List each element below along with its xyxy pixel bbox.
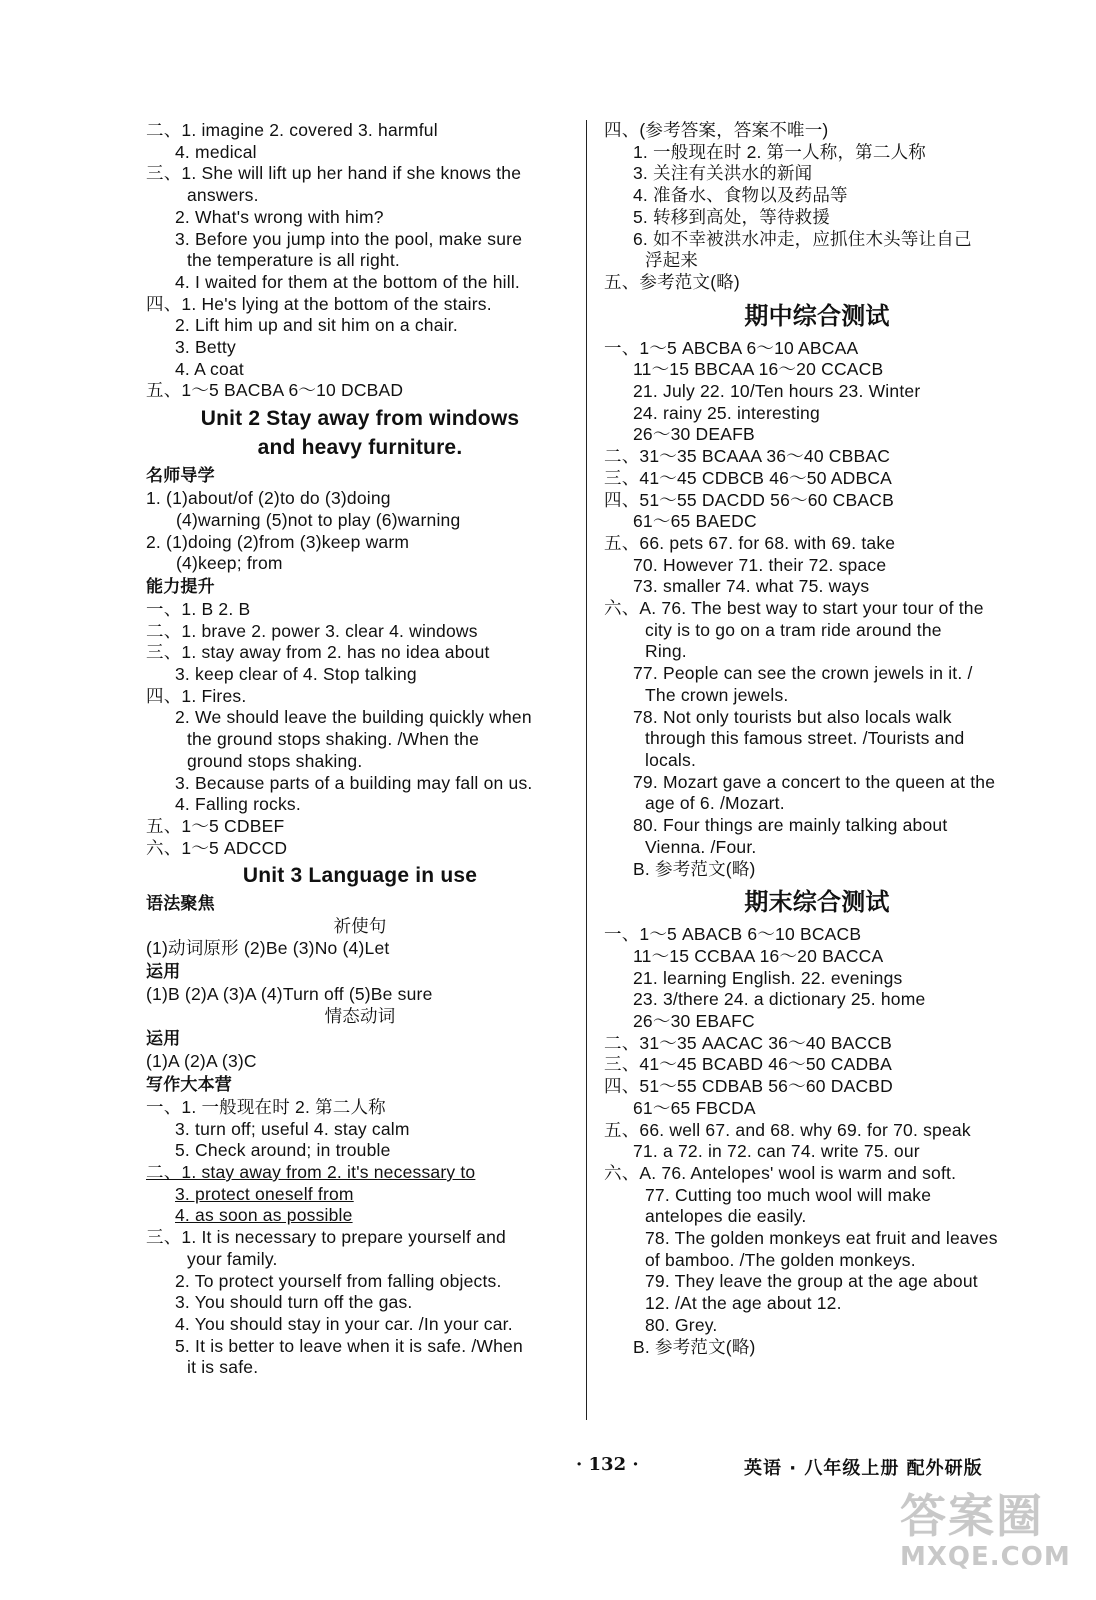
column-divider (586, 120, 587, 1420)
answer-line: 79. They leave the group at the age about (645, 1271, 978, 1292)
answer-line: (1)动词原形 (2)Be (3)No (4)Let (146, 938, 390, 959)
answer-line: 二、31～35 BCAAA 36～40 CBBAC (604, 446, 891, 467)
answer-line: 4. medical (175, 141, 257, 162)
watermark-text: 答案圈 (900, 1489, 1044, 1543)
answer-line: 4. Falling rocks. (175, 794, 301, 815)
answer-line: 77. Cutting too much wool will make (645, 1184, 932, 1205)
answer-line: 21. July 22. 10/Ten hours 23. Winter (633, 381, 921, 402)
answer-line: 5. Check around; in trouble (175, 1140, 391, 1161)
answer-line: 五、参考范文(略) (604, 271, 740, 292)
answer-line: (4)warning (5)not to play (6)warning (176, 509, 461, 530)
answer-line: 五、1～5 BACBA 6～10 DCBAD (146, 380, 404, 401)
answer-line: 70. However 71. their 72. space (633, 554, 887, 575)
answer-line: 2. What's wrong with him? (175, 206, 384, 227)
answer-line: ground stops shaking. (187, 750, 363, 771)
answer-line: 四、51～55 CDBAB 56～60 DACBD (604, 1076, 893, 1097)
answer-line: city is to go on a tram ride around the (645, 619, 942, 640)
answer-line: 3. protect oneself from (175, 1183, 354, 1204)
section-heading: Unit 2 Stay away from windows (200, 407, 520, 431)
answer-line: 六、A. 76. The best way to start your tour of the (604, 598, 984, 619)
answer-line: 二、1. stay away from 2. it's necessary to (146, 1162, 476, 1183)
answer-line: 四、1. He's lying at the bottom of the stairs. (146, 293, 492, 314)
answer-line: 23. 3/there 24. a dictionary 25. home (633, 989, 926, 1010)
answer-line: 二、1. brave 2. power 3. clear 4. windows (146, 620, 478, 641)
answer-line: 浮起来 (645, 250, 699, 271)
page-number: · 132 · (576, 1454, 639, 1475)
subsection-label: 名师导学 (146, 466, 215, 486)
answer-line: antelopes die easily. (645, 1206, 807, 1227)
answer-line: 6. 如不幸被洪水冲走，应抓住木头等让自己 (633, 228, 972, 249)
watermark-logo (900, 1490, 1070, 1590)
answer-line: Vienna. /Four. (645, 836, 757, 857)
answer-line: 4. A coat (175, 358, 244, 379)
answer-line: 2. We should leave the building quickly when (175, 707, 532, 728)
answer-line: 71. a 72. in 72. can 74. write 75. our (633, 1141, 920, 1162)
answer-line: 3. 关注有关洪水的新闻 (633, 163, 813, 184)
section-heading: 期中综合测试 (744, 301, 890, 330)
answer-line: 四、51～55 DACDD 56～60 CBACB (604, 489, 894, 510)
answer-line: 2. To protect yourself from falling objects. (175, 1270, 502, 1291)
answer-line: 3. turn off; useful 4. stay calm (175, 1118, 410, 1139)
section-heading: 期末综合测试 (744, 888, 890, 917)
answer-line: 三、41～45 BCABD 46～50 CADBA (604, 1054, 893, 1075)
answer-line: 2. Lift him up and sit him on a chair. (175, 315, 458, 336)
answer-line: 3. Betty (175, 337, 236, 358)
answer-line: age of 6. /Mozart. (645, 793, 785, 814)
answer-line: B. 参考范文(略) (633, 1336, 756, 1357)
answer-line: 24. rainy 25. interesting (633, 402, 820, 423)
answer-line: 三、1. It is necessary to prepare yourself and (146, 1227, 506, 1248)
answer-line: B. 参考范文(略) (633, 858, 756, 879)
answer-line: 3. Because parts of a building may fall on us. (175, 772, 533, 793)
answer-line: 情态动词 (324, 1005, 396, 1026)
answer-line: 三、1. She will lift up her hand if she knows the (146, 163, 522, 184)
section-heading: Unit 3 Language in use (242, 864, 478, 888)
watermark-url: MXQE.COM (900, 1542, 1071, 1572)
answer-line: 61～65 BAEDC (633, 511, 757, 532)
answer-line: The crown jewels. (645, 684, 789, 705)
subsection-label: 运用 (146, 961, 181, 981)
answer-line: 4. 准备水、食物以及药品等 (633, 185, 848, 206)
answer-line: it is safe. (187, 1357, 259, 1378)
answer-line: 78. The golden monkeys eat fruit and leaves (645, 1228, 998, 1249)
answer-line: 11～15 BBCAA 16～20 CCACB (633, 359, 884, 380)
answer-line: (1)A (2)A (3)C (146, 1051, 257, 1072)
answer-line: 一、1～5 ABCBA 6～10 ABCAA (604, 337, 859, 358)
answer-line: the ground stops shaking. /When the (187, 729, 480, 750)
answer-line: 四、(参考答案，答案不唯一) (604, 120, 829, 140)
answer-line: 4. You should stay in your car. /In your car. (175, 1313, 513, 1334)
right-column (604, 120, 1030, 1358)
subsection-label: 能力提升 (146, 576, 215, 596)
section-heading: and heavy furniture. (257, 436, 463, 460)
answer-line: (4)keep; from (176, 553, 283, 574)
answer-line: 3. keep clear of 4. Stop talking (175, 664, 417, 685)
answer-line: 73. smaller 74. what 75. ways (633, 576, 870, 597)
answer-line: answers. (187, 185, 259, 206)
answer-line: 五、66. well 67. and 68. why 69. for 70. speak (604, 1119, 971, 1140)
left-column (146, 120, 574, 1379)
answer-line: 一、1. 一般现在时 2. 第二人称 (146, 1096, 386, 1117)
answer-line: 2. (1)doing (2)from (3)keep warm (146, 531, 410, 552)
answer-line: 80. Grey. (645, 1314, 718, 1335)
answer-line: 80. Four things are mainly talking about (633, 815, 948, 836)
answer-line: 1. (1)about/of (2)to do (3)doing (146, 488, 391, 509)
answer-line: 六、A. 76. Antelopes' wool is warm and soft. (604, 1162, 957, 1183)
answer-line: 12. /At the age about 12. (645, 1293, 842, 1314)
subsection-label: 运用 (146, 1029, 181, 1049)
answer-line: 六、1～5 ADCCD (146, 837, 288, 858)
answer-line: 二、1. imagine 2. covered 3. harmful (146, 120, 438, 140)
answer-line: 五、1～5 CDBEF (146, 815, 285, 836)
answer-line: 21. learning English. 22. evenings (633, 967, 903, 988)
answer-line: 1. 一般现在时 2. 第一人称，第二人称 (633, 141, 926, 162)
answer-line: 3. Before you jump into the pool, make sure (175, 228, 523, 249)
answer-line: 26～30 EBAFC (633, 1011, 755, 1032)
subsection-label: 语法聚焦 (146, 894, 215, 914)
answer-line: the temperature is all right. (187, 250, 400, 271)
answer-line: 一、1. B 2. B (146, 598, 251, 619)
answer-line: 一、1～5 ABACB 6～10 BCACB (604, 924, 862, 945)
answer-line: 祈使句 (333, 916, 387, 937)
answer-line: your family. (187, 1248, 278, 1269)
answer-line: 四、1. Fires. (146, 685, 247, 706)
answer-line: 三、1. stay away from 2. has no idea about (146, 642, 490, 663)
answer-line: 79. Mozart gave a concert to the queen at the (633, 771, 996, 792)
answer-line: 61～65 FBCDA (633, 1097, 756, 1118)
answer-line: 78. Not only tourists but also locals walk (633, 706, 952, 727)
answer-line: 3. You should turn off the gas. (175, 1292, 413, 1313)
answer-line: 5. 转移到高处，等待救援 (633, 206, 831, 227)
answer-line: 5. It is better to leave when it is safe. /When (175, 1335, 523, 1356)
subsection-label: 写作大本营 (146, 1074, 232, 1094)
answer-line: 4. as soon as possible (175, 1205, 353, 1226)
answer-line: 4. I waited for them at the bottom of the hill. (175, 271, 520, 292)
answer-line: locals. (645, 749, 697, 770)
answer-line: 26～30 DEAFB (633, 424, 755, 445)
answer-line: 二、31～35 AACAC 36～40 BACCB (604, 1032, 893, 1053)
answer-line: through this famous street. /Tourists and (645, 728, 965, 749)
answer-line: Ring. (645, 641, 687, 662)
answer-line: of bamboo. /The golden monkeys. (645, 1249, 916, 1270)
answer-line: 五、66. pets 67. for 68. with 69. take (604, 532, 896, 553)
book-title: 英语 · 八年级上册 配外研版 (744, 1458, 983, 1479)
answer-line: (1)B (2)A (3)A (4)Turn off (5)Be sure (146, 983, 433, 1004)
answer-line: 11～15 CCBAA 16～20 BACCA (633, 945, 884, 966)
answer-line: 三、41～45 CDBCB 46～50 ADBCA (604, 467, 893, 488)
answer-line: 77. People can see the crown jewels in it. / (633, 663, 973, 684)
